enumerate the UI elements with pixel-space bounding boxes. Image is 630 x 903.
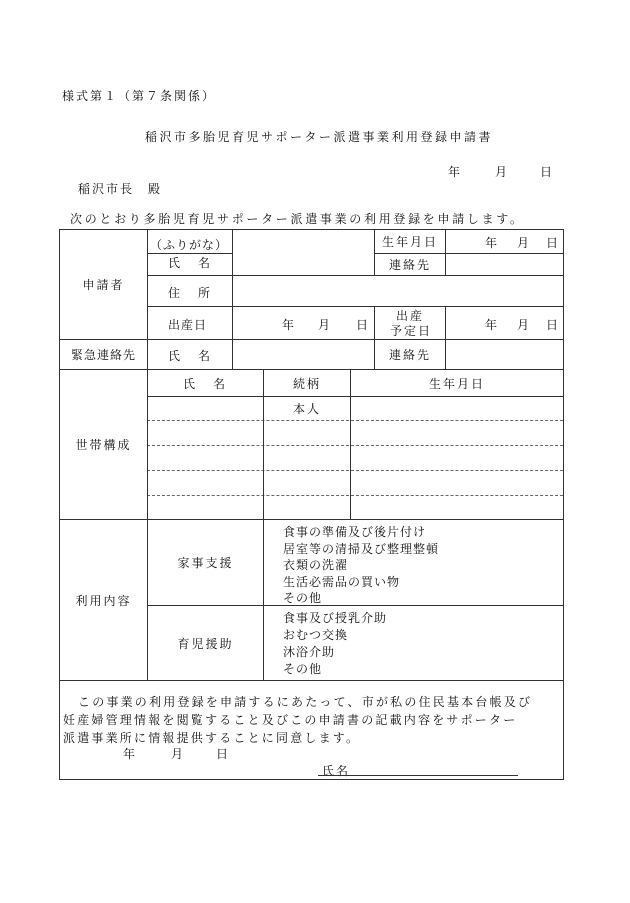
emergency-contact-field[interactable]	[446, 340, 563, 369]
childcare-label: 育児援助	[177, 636, 234, 651]
page-title: 稲沢市多胎児育児サポーター派遣事業利用登録申請書	[145, 130, 494, 144]
due-label-line1: 出産	[396, 309, 425, 323]
form-number: 様式第１（第７条関係）	[62, 89, 217, 103]
consent-line-3: 派遣事業所に情報提供することに同意します。	[63, 731, 361, 745]
household-col-name: 氏 名	[182, 376, 228, 391]
applicant-section-label: 申請者	[82, 277, 125, 292]
childcare-item: 沐浴介助	[283, 645, 336, 659]
emergency-name-label: 氏 名	[168, 349, 214, 363]
household-col-birth: 生年月日	[428, 376, 485, 391]
usage-section-label: 利用内容	[75, 593, 132, 608]
date-year-label: 年	[448, 165, 463, 179]
delivery-year-label: 年	[282, 318, 297, 332]
due-day-label: 日	[546, 318, 561, 332]
applicant-contact-label: 連絡先	[388, 258, 431, 272]
household-section-label: 世帯構成	[75, 438, 132, 452]
consent-month-label: 月	[171, 747, 186, 761]
consent-year-label: 年	[123, 747, 138, 761]
due-year-label: 年	[485, 318, 500, 332]
address-label: 住 所	[168, 286, 214, 300]
delivery-month-label: 月	[318, 318, 333, 332]
emergency-section-label: 緊急連絡先	[70, 348, 136, 362]
address-field[interactable]	[233, 276, 563, 306]
housework-item: 生活必需品の買い物	[283, 575, 401, 589]
consent-line-1: この事業の利用登録を申請するにあたって、市が私の住民基本台帳及び	[78, 695, 533, 709]
consent-line-2: 妊産婦管理情報を閲覧すること及びこの申請書の記載内容をサポーター	[63, 713, 518, 727]
housework-item: 衣類の洗濯	[283, 558, 349, 572]
birth-month-label: 月	[517, 236, 532, 250]
applicant-contact-field[interactable]	[446, 254, 563, 275]
housework-item: その他	[283, 591, 323, 605]
childcare-item: その他	[283, 662, 323, 676]
signature-label: 氏名	[322, 764, 351, 778]
addressee: 稲沢市長 殿	[78, 182, 163, 196]
birth-day-label: 日	[546, 236, 561, 250]
delivery-day-label: 日	[356, 318, 371, 332]
household-col-relation: 続柄	[292, 376, 321, 391]
emergency-name-field[interactable]	[233, 340, 374, 369]
emergency-contact-label: 連絡先	[388, 348, 431, 362]
housework-item: 居室等の清掃及び整理整頓	[283, 542, 440, 556]
birth-label: 出産日	[168, 318, 208, 332]
childcare-item: 食事及び授乳介助	[283, 611, 388, 625]
due-label-line2: 予定日	[390, 324, 433, 338]
intro-text: 次のとおり多胎児育児サポーター派遣事業の利用登録を申請します。	[70, 212, 525, 226]
household-self-label: 本人	[292, 402, 321, 416]
childcare-item: おむつ交換	[283, 628, 349, 642]
date-day-label: 日	[540, 165, 555, 179]
applicant-name-label: 氏 名	[168, 256, 214, 270]
signature-line[interactable]	[318, 775, 518, 776]
housework-item: 食事の準備及び後片付け	[283, 525, 427, 539]
housework-label: 家事支援	[177, 556, 234, 570]
applicant-name-field[interactable]	[233, 230, 374, 275]
due-month-label: 月	[517, 318, 532, 332]
furigana-label: （ふりがな）	[150, 238, 229, 252]
consent-day-label: 日	[216, 747, 231, 761]
date-month-label: 月	[495, 165, 510, 179]
birth-date-label: 生年月日	[381, 235, 438, 249]
birth-year-label: 年	[485, 236, 500, 250]
